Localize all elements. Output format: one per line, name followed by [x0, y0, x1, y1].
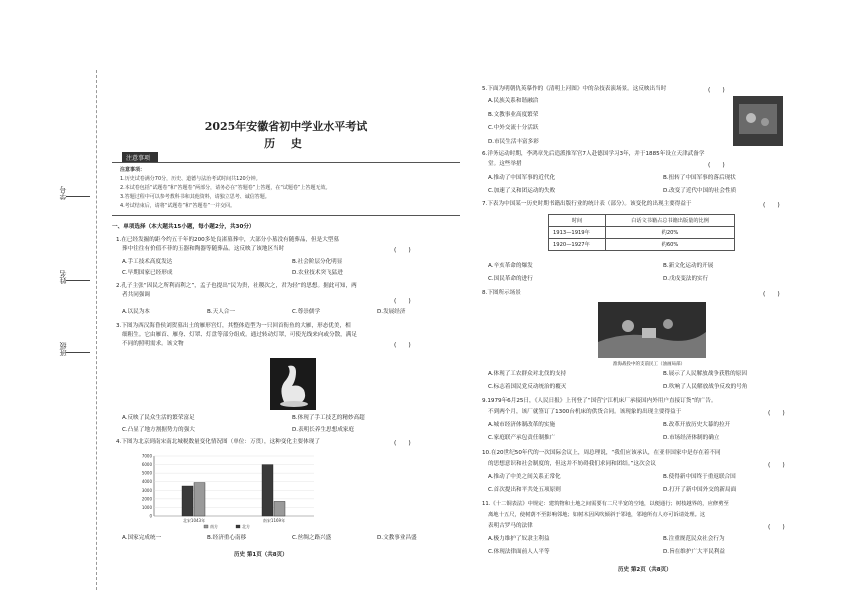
table-row	[549, 239, 735, 251]
question-8: 8.下图所示场景	[482, 290, 521, 296]
divider	[112, 215, 460, 216]
binding-label-id: 学号	[59, 186, 67, 200]
option-b: B.扭转了中国军事的落后现状	[663, 175, 736, 181]
option-b: B.体现了手工技艺的精妙高超	[292, 415, 365, 421]
question-1: 1.在已经发掘的距今约五千年的200多处良渚墓葬中，大部分小墓没有随葬品，但是大型墓	[116, 237, 339, 243]
legend-swatch	[236, 525, 240, 528]
question-11-cont: 表明古罗马的法律	[488, 523, 533, 529]
x-tick-label: 北宋1043年	[182, 518, 206, 523]
option-b: B.使得新中国终于重返联合国	[663, 474, 736, 480]
option-b: B.展示了人民解放战争获胜的原因	[663, 371, 747, 377]
option-b: B.文教事业高度繁荣	[488, 112, 539, 118]
huaihai-painting-image	[598, 302, 706, 358]
option-c: C.体现法律面前人人平等	[488, 549, 550, 555]
subject-title: 历 史	[264, 137, 308, 150]
page-footer: 历史 第2页（共8页）	[618, 567, 672, 573]
answer-paren: ( )	[394, 298, 411, 305]
binding-label-name: 姓名	[59, 270, 67, 284]
question-5: 5.下面为明朝仇英摹作的《清明上河图》中的杂技表演场景。这反映出当时	[482, 86, 667, 92]
option-a: A.极力维护了奴隶主利益	[488, 536, 550, 542]
option-b: B.天人合一	[207, 309, 235, 315]
question-3: 3.下图为西汉海昏侯刘贺墓出土的雁形宫灯，其整体造型为一只回首衔鱼的大雁，形态优美，相	[116, 323, 351, 329]
option-d: D.文教事业昌盛	[377, 535, 417, 541]
question-11: 11.《十二铜表法》中规定：建筑物和土地之间需要有二尺半宽的空地，以便通行；树枝越界的，应修剪至	[482, 501, 729, 507]
y-tick-label: 1000	[141, 504, 152, 510]
painting-image	[733, 96, 783, 146]
x-tick-label: 南宋1169年	[262, 518, 286, 523]
table-cell: 1920—1927年	[549, 239, 606, 251]
option-a: A.推动了中国军事的近代化	[488, 175, 556, 181]
y-tick-label: 3000	[141, 487, 152, 493]
option-b: B.改革开放历史大幕的拉开	[663, 422, 731, 428]
option-d: D.改变了近代中国的社会性质	[663, 188, 737, 194]
notice-badge: 注意事项	[122, 152, 158, 163]
option-d: D.市民生活丰富多彩	[488, 139, 539, 145]
answer-paren: ( )	[768, 410, 785, 417]
option-d: D.表明长养生思想成家庭	[292, 427, 355, 433]
option-c: C.早期国家已经形成	[122, 270, 173, 276]
question-2-cont: 者共同强调	[122, 292, 150, 298]
option-d: D.戊戌变法的实行	[663, 276, 709, 282]
divider	[112, 162, 460, 163]
option-d: D.市场经济体制的确立	[663, 435, 720, 441]
option-b: B.注重规范民众社会行为	[663, 536, 725, 542]
option-c: C.加速了义和团运动的失败	[488, 188, 556, 194]
notice-item: 4.考试结束后，请将“试题卷”和“答题卷”一并交回。	[120, 203, 236, 209]
notice-item: 3.答题过程中可以参考教科书和其他资料，请独立思考、诚信答题。	[120, 194, 270, 200]
bar-1-1	[274, 501, 285, 516]
question-10: 10.在20世纪50年代的一次国际会议上，周总理说，“我们应该承认，在亚非国家中是存在着不同	[482, 450, 721, 456]
option-a: A.反映了民众生活的繁荣富足	[122, 415, 195, 421]
option-b: B.经济重心南移	[207, 535, 247, 541]
table-row	[549, 227, 735, 239]
tax-bar-chart	[128, 448, 366, 530]
answer-paren: ( )	[394, 440, 411, 447]
binding-margin	[0, 0, 112, 608]
answer-paren: ( )	[708, 87, 725, 94]
option-d: D.发展经济	[377, 309, 406, 315]
y-tick-label: 0	[149, 513, 152, 519]
blank-line	[66, 352, 90, 353]
y-tick-label: 6000	[141, 462, 152, 468]
binding-label-class: 班级	[59, 342, 67, 356]
legend-swatch	[204, 525, 208, 528]
option-c: C.中外交流十分活跃	[488, 125, 539, 131]
question-6: 6.洋务运动时期，李鸿章先后造派推军官7人赴德国学习3年，并于1885年设立天津武备学	[482, 151, 705, 157]
exam-title: 2025年安徽省初中学业水平考试	[204, 120, 368, 133]
question-2: 2.孔子主张“因民之所利而利之”，孟子也提出“民为贵，社稷次之，君为轻”的思想。据此可知，两	[116, 283, 357, 289]
photo-caption: 淮海战役中的支前民工（油画局部）	[613, 362, 685, 367]
option-b: B.新文化运动的开展	[663, 263, 714, 269]
option-c: C.标志着国民党反动统治的覆灭	[488, 384, 567, 390]
option-b: B.社会阶层分化明显	[292, 259, 343, 265]
notice-block	[120, 166, 450, 211]
option-d: D.旨在维护广大平民利益	[663, 549, 726, 555]
table-cell: 约60%	[606, 239, 735, 251]
lamp-artifact-image	[270, 358, 316, 410]
blank-line	[66, 196, 90, 197]
y-tick-label: 4000	[141, 479, 152, 485]
option-c: C.丝绸之路兴盛	[292, 535, 332, 541]
statistics-table	[548, 214, 735, 251]
section-heading: 一、单项选择（本大题共15小题，每小题2分，共30分）	[112, 224, 255, 230]
option-a: A.国家完成统一	[122, 535, 162, 541]
notice-header: 注意事项：	[120, 167, 146, 173]
table-cell: 1913—1919年	[549, 227, 606, 239]
y-tick-label: 2000	[141, 496, 152, 502]
option-c: C.凸显了地方割据势力的强大	[122, 427, 195, 433]
question-1-cont: 葬中往往有价值不菲的玉器和陶器等随葬品。这反映了该地区当时	[122, 246, 285, 252]
answer-paren: ( )	[394, 247, 411, 254]
answer-paren: ( )	[394, 342, 411, 349]
bar-0-0	[182, 486, 193, 516]
option-a: A.城市经济体制改革的实施	[488, 422, 556, 428]
option-a: A.推动了中美之间关系正常化	[488, 474, 561, 480]
legend-label: 北方	[242, 524, 250, 529]
question-3-cont: 不同的照明需求。该文物	[122, 341, 184, 347]
y-tick-label: 7000	[141, 453, 152, 459]
y-tick-label: 5000	[141, 470, 152, 476]
question-9-cont: 不到两个月，该厂就签订了1300台机床的供货合同。该现象的出现主要得益于	[488, 409, 682, 415]
option-a: A.辛亥革命的爆发	[488, 263, 533, 269]
question-3-cont: 细粗生。它由雁首、雁身、灯罩、灯盘等部分组成。通过转动灯罩，可使光线来向或分散，满足	[122, 332, 357, 338]
answer-paren: ( )	[763, 202, 780, 209]
answer-paren: ( )	[768, 524, 785, 531]
question-11-cont: 离地十五尺，使树荫不至影响邻地；如树木因风吹倾斜于邻地，邻地所有人亦可诉请处理。这	[488, 512, 706, 518]
option-a: A.手工技术高度发达	[122, 259, 173, 265]
question-6-cont: 堂。这些举措	[488, 161, 522, 167]
option-a: A.体现了工农群众对北伐的支持	[488, 371, 567, 377]
option-d: D.吹响了人民解放战争反攻的号角	[663, 384, 748, 390]
blank-line	[66, 280, 90, 281]
bar-0-1	[262, 465, 273, 516]
option-a: A.以民为本	[122, 309, 150, 315]
option-d: D.打开了新中国外交的新局面	[663, 487, 737, 493]
table-header-row	[549, 215, 735, 227]
legend-label: 南方	[210, 524, 218, 529]
answer-paren: ( )	[768, 462, 785, 469]
option-c: C.首次提出和平共处五项原则	[488, 487, 561, 493]
option-c: C.尊崇儒学	[292, 309, 321, 315]
table-header: 时间	[549, 215, 606, 227]
table-cell: 约20%	[606, 227, 735, 239]
right-page	[468, 0, 860, 608]
answer-paren: ( )	[708, 162, 725, 169]
option-d: D.农业技术突飞猛进	[292, 270, 343, 276]
option-c: C.家庭联产承包责任制推广	[488, 435, 556, 441]
question-9: 9.1979年6月25日，《人民日报》上刊登了“国营宁江机床厂承接国内外用户直接订货”的广告。	[482, 398, 717, 404]
question-7: 7.下表为中国某一历史时期书籍出版行业的统计表（部分）。该变化的出现主要得益于	[482, 201, 692, 207]
question-10-cont: 的思想意识和社会制度的，但这并不妨碍我们求同和团结。”这次会议	[488, 461, 656, 467]
bar-1-0	[194, 483, 205, 516]
option-a: A.民族关系和谐融洽	[488, 98, 539, 104]
notice-item: 2.本试卷包括“试题卷”和“答题卷”两部分，请务必在“答题卷”上答题，在“试题卷”上答题无效。	[120, 185, 331, 191]
question-4: 4.下图为北京到南宋南北城税数量变化情况图（单位：万贯），这种变化主要体现了	[116, 439, 320, 445]
cut-line	[96, 70, 97, 590]
table-header: 白话文书籍占总书籍出版量的比例	[606, 215, 735, 227]
answer-paren: ( )	[763, 291, 780, 298]
notice-item: 1.历史试卷满分70分，历史、道德与法治考试时间共120分钟。	[120, 176, 261, 182]
page-footer: 历史 第1页（共8页）	[234, 552, 288, 558]
option-c: C.国民革命的进行	[488, 276, 533, 282]
